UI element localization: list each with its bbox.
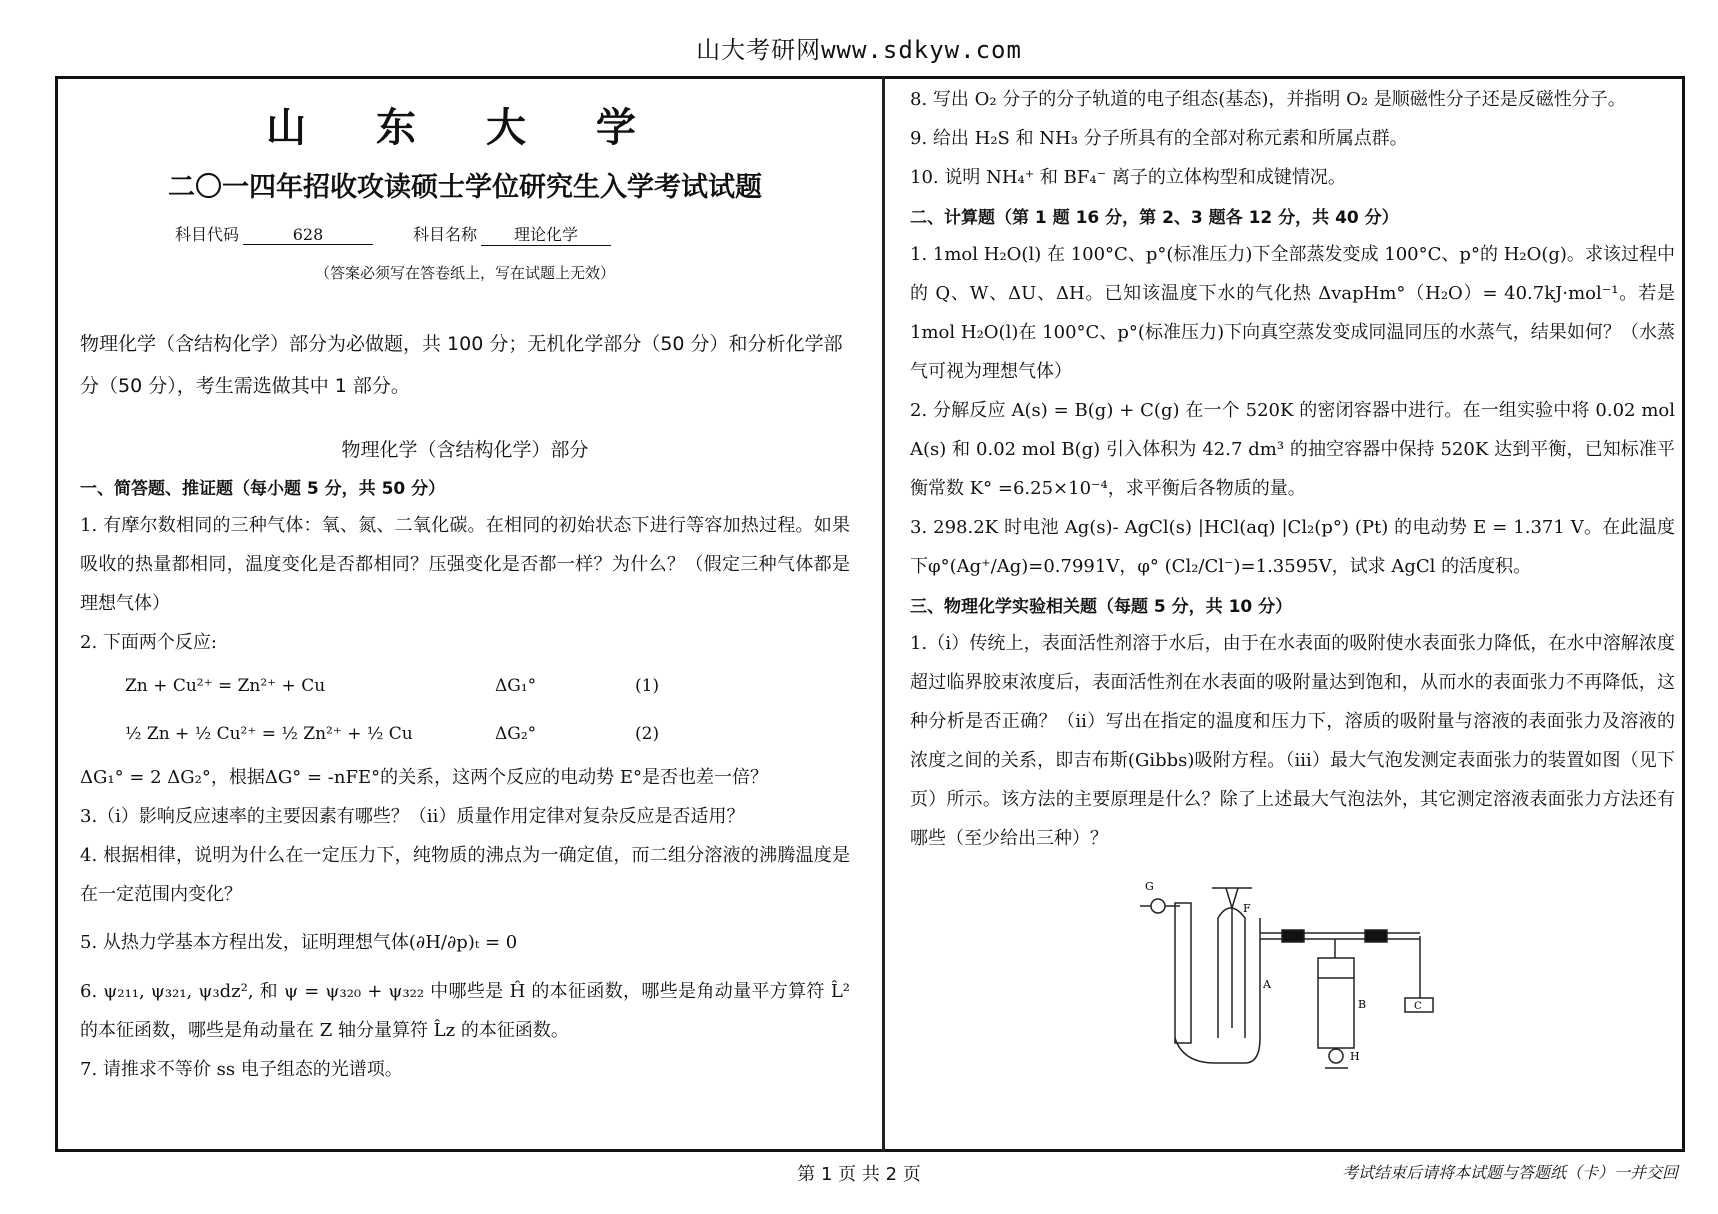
footer-note: 考试结束后请将本试题与答题纸（卡）一并交回 [1341, 1163, 1678, 1182]
subject-code-label: 科目代码 [175, 225, 240, 244]
equation-2-reaction: ½ Zn + ½ Cu²⁺ = ½ Zn²⁺ + ½ Cu [125, 724, 413, 744]
calc-question-3: 3. 298.2K 时电池 Ag(s)- AgCl(s) |HCl(aq) |Cl₂(p°) (Pt) 的电动势 E = 1.371 V。在此温度下φ°(Ag⁺/Ag)=0.7991V，φ° (Cl₂/Cl⁻)=1.3595V，试求 AgCl 的活度积。 [910, 517, 1675, 577]
right-column [910, 80, 1675, 1082]
section-3-title: 三、物理化学实验相关题（每题 5 分，共 10 分） [910, 597, 1293, 617]
equation-2-dg: ΔG₂° [495, 724, 537, 744]
equation-1 [80, 662, 850, 710]
subject-name-value: 理论化学 [481, 222, 611, 246]
diagram-label-f: F [1243, 902, 1251, 915]
question-2-ask: ΔG₁° = 2 ΔG₂°，根据ΔG° = -nFE°的关系，这两个反应的电动势 E°是否也差一倍？ [80, 767, 768, 788]
question-5: 5. 从热力学基本方程出发，证明理想气体(∂H/∂p)ₜ = 0 [80, 932, 518, 953]
question-10: 10. 说明 NH₄⁺ 和 BF₄⁻ 离子的立体构型和成键情况。 [910, 167, 1346, 188]
column-divider [882, 76, 885, 1152]
diagram-label-g: G [1145, 880, 1154, 893]
question-1: 1. 有摩尔数相同的三种气体：氧、氮、二氧化碳。在相同的初始状态下进行等容加热过程。如果吸收的热量都相同，温度变化是否都相同？压强变化是否都一样？为什么？（假定三种气体都是理想气体） [80, 515, 850, 614]
question-7: 7. 请推求不等价 ss 电子组态的光谱项。 [80, 1059, 403, 1080]
subject-meta [80, 222, 850, 246]
subject-code [175, 222, 373, 246]
subject-code-value: 628 [243, 225, 373, 245]
intro-text: 物理化学（含结构化学）部分为必做题，共 100 分；无机化学部分（50 分）和分析化学部分（50 分），考生需选做其中 1 部分。 [80, 333, 843, 397]
exam-title: 二〇一四年招收攻读硕士学位研究生入学考试试题 [168, 172, 762, 203]
equation-1-reaction: Zn + Cu²⁺ = Zn²⁺ + Cu [125, 676, 326, 696]
answer-note: （答案必须写在答卷纸上，写在试题上无效） [314, 264, 615, 282]
diagram-label-c: C [1414, 1001, 1422, 1012]
section-1-title: 一、简答题、推证题（每小题 5 分，共 50 分） [80, 479, 446, 499]
university-title: 山 东 大 学 [266, 104, 664, 151]
question-2: 2. 下面两个反应: [80, 632, 217, 653]
site-header: 山大考研网www.sdkyw.com [696, 36, 1022, 64]
page-number: 第 1 页 共 2 页 [797, 1164, 921, 1185]
diagram-label-b: B [1358, 998, 1367, 1011]
diagram-label-h: H [1350, 1050, 1360, 1063]
diagram-label-a: A [1263, 978, 1271, 991]
experiment-question-1: 1.（i）传统上，表面活性剂溶于水后，由于在水表面的吸附使水表面张力降低，在水中溶解浓度超过临界胶束浓度后，表面活性剂在水表面的吸附量达到饱和，从而水的表面张力不再降低，这种分析是否正确？（ii）写出在指定的温度和压力下，溶质的吸附量与溶液的表面张力及溶液的浓度之间的关系，即吉布斯(Gibbs)吸附方程。（iii）最大气泡发测定表面张力的装置如图（见下页）所示。该方法的主要原理是什么？除了上述最大气泡法外，其它测定溶液表面张力方法还有哪些（至少给出三种）？ [910, 633, 1675, 849]
equation-2-number: (2) [635, 724, 660, 744]
bubble-pressure-apparatus-diagram [1120, 878, 1440, 1078]
part-title: 物理化学（含结构化学）部分 [341, 439, 589, 461]
subject-name [413, 222, 611, 246]
question-8: 8. 写出 O₂ 分子的分子轨道的电子组态(基态)，并指明 O₂ 是顺磁性分子还是反磁性分子。 [910, 89, 1626, 110]
subject-name-label: 科目名称 [413, 225, 478, 244]
section-2-title: 二、计算题（第 1 题 16 分，第 2、3 题各 12 分，共 40 分） [910, 208, 1399, 228]
question-9: 9. 给出 H₂S 和 NH₃ 分子所具有的全部对称元素和所属点群。 [910, 128, 1408, 149]
question-4: 4. 根据相律，说明为什么在一定压力下，纯物质的沸点为一确定值，而二组分溶液的沸腾温度是在一定范围内变化？ [80, 845, 850, 905]
equation-1-dg: ΔG₁° [495, 676, 537, 696]
equation-2 [80, 710, 850, 758]
question-3: 3.（i）影响反应速率的主要因素有哪些？（ii）质量作用定律对复杂反应是否适用？ [80, 806, 745, 827]
calc-question-1: 1. 1mol H₂O(l) 在 100°C、p°(标准压力)下全部蒸发变成 100°C、p°的 H₂O(g)。求该过程中的 Q、W、ΔU、ΔH。已知该温度下水的气化热 ΔvapHm°（H₂O）= 40.7kJ·mol⁻¹。若是 1mol H₂O(l)在 100°C、p°(标准压力)下向真空蒸发变成同温同压的水蒸气，结果如何？（水蒸气可视为理想气体） [910, 244, 1675, 382]
question-6: 6. ψ₂₁₁, ψ₃₂₁, ψ₃dz², 和 ψ = ψ₃₂₀ + ψ₃₂₂ 中哪些是 Ĥ 的本征函数，哪些是角动量平方算符 L̂² 的本征函数，哪些是角动量在 Z 轴分量算符 L̂z 的本征函数。 [80, 981, 850, 1041]
equation-1-number: (1) [635, 676, 660, 696]
calc-question-2: 2. 分解反应 A(s) = B(g) + C(g) 在一个 520K 的密闭容器中进行。在一组实验中将 0.02 mol A(s) 和 0.02 mol B(g) 引入体积为 42.7 dm³ 的抽空容器中保持 520K 达到平衡，已知标准平衡常数 K° =6.25×10⁻⁴，求平衡后各物质的量。 [910, 400, 1675, 499]
left-column [80, 80, 850, 1089]
